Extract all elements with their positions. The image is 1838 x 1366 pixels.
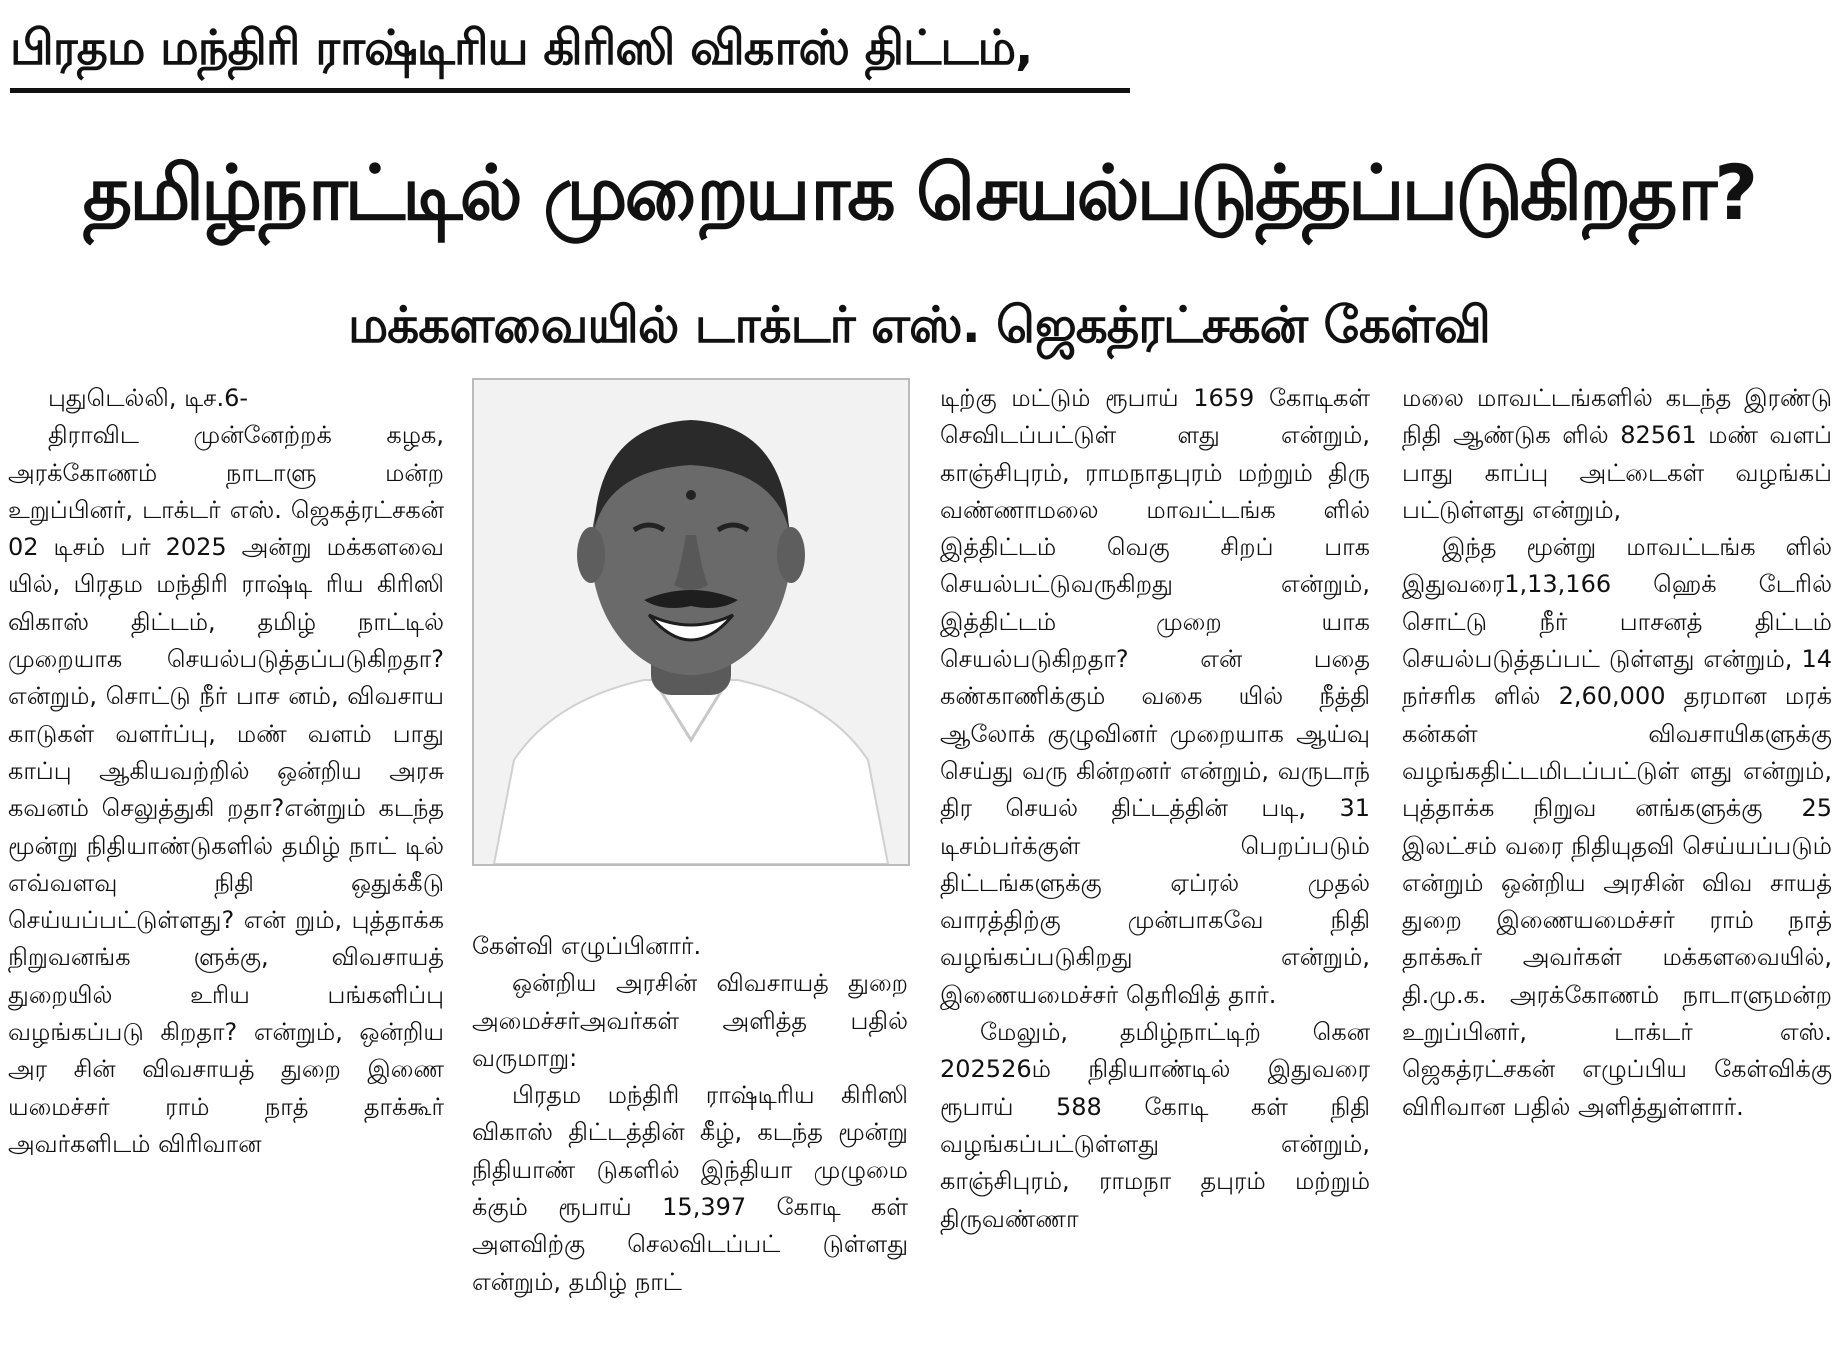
article-column-1 xyxy=(8,380,444,1360)
paragraph: டிற்கு மட்டும் ரூபாய் 1659 கோடிகள் செவிடப்பட்டுள் ளது என்றும், காஞ்சிபுரம், ராமநாதபுரம் மற்றும் திரு வண்ணாமலை மாவட்டங்க ளில் இத்திட்டம் வெகு சிறப் பாக செயல்பட்டுவருகிறது என்றும், இத்திட்டம் முறை யாக செயல்படுகிறதா? என் பதை கண்காணிக்கும் வகை யில் நீத்தி ஆலோக் குழுவினர் முறையாக ஆய்வு செய்து வரு கின்றனர் என்றும், வருடாந் திர செயல் திட்டத்தின் படி, 31 டிசம்பர்க்குள் பெறப்படும் திட்டங்களுக்கு ஏப்ரல் முதல் வாரத்திற்கு முன்பாகவே நிதி வழங்கப்படுகிறது என்றும், இணையமைச்சர் தெரிவித் தார். xyxy=(940,384,1370,1009)
paragraph: மலை மாவட்டங்களில் கடந்த இரண்டு நிதி ஆண்டுக ளில் 82561 மண் வளப் பாது காப்பு அட்டைகள் வழங்கப் பட்டுள்ளது என்றும், xyxy=(1402,384,1832,524)
portrait-photo xyxy=(472,378,910,866)
paragraph: திராவிட முன்னேற்றக் கழக, அரக்கோணம் நாடாளு மன்ற உறுப்பினர், டாக்டர் எஸ். ஜெகத்ரட்சகன் 02 டிசம் பர் 2025 அன்று மக்களவை யில், பிரதம மந்திரி ராஷ்டி ரிய கிரிஸி விகாஸ் திட்டம், தமிழ் நாட்டில் முறையாக செயல்படுத்தப்படுகிறதா? என்றும், சொட்டு நீர் பாச னம், விவசாய காடுகள் வளர்ப்பு, மண் வளம் பாது காப்பு ஆகியவற்றில் ஒன்றிய அரசு கவனம் செலுத்துகி றதா?என்றும் கடந்த மூன்று நிதியாண்டுகளில் தமிழ் நாட் டில் எவ்வளவு நிதி ஒதுக்கீடு செய்யப்பட்டுள்ளது? என் றும், புத்தாக்க நிறுவனங்க ளுக்கு, விவசாயத் துறையில் உரிய பங்களிப்பு வழங்கப்படு கிறதா? என்றும், ஒன்றிய அர சின் விவசாயத் துறை இணை யமைச்சர் ராம் நாத் தாக்கூர் அவர்களிடம் விரிவான xyxy=(8,421,444,1158)
sub-headline: மக்களவையில் டாக்டர் எஸ். ஜெகத்ரட்சகன் கேள்வி xyxy=(348,296,1490,354)
article-column-2 xyxy=(472,928,908,1360)
kicker-headline: பிரதம மந்திரி ராஷ்டிரிய கிரிஸி விகாஸ் திட்டம், xyxy=(10,8,1130,93)
paragraph: பிரதம மந்திரி ராஷ்டிரிய கிரிஸி விகாஸ் திட்டத்தின் கீழ், கடந்த மூன்று நிதியாண் டுகளில் இந்தியா முழுமை க்கும் ரூபாய் 15,397 கோடி கள் அளவிற்கு செலவிடப்பட் டுள்ளது என்றும், தமிழ் நாட் xyxy=(472,1081,908,1296)
article-column-4 xyxy=(1402,380,1832,1360)
paragraph: இந்த மூன்று மாவட்டங்க ளில் இதுவரை1,13,166 ஹெக் டேரில் சொட்டு நீர் பாசனத் திட்டம் செயல்படுத்தப்பட் டுள்ளது என்றும், 14 நர்சரிக ளில் 2,60,000 தரமான மரக் கன்கள் விவசாயிகளுக்கு வழங்கதிட்டமிடப்பட்டுள் ளது என்றும், புத்தாக்க நிறுவ னங்களுக்கு 25 இலட்சம் வரை நிதியுதவி செய்யப்படும் என்றும் ஒன்றிய அரசின் விவ சாயத் துறை இணையமைச்சர் ராம் நாத் தாக்கூர் அவர்கள் மக்களவையில், தி.மு.க. அரக்கோணம் நாடாளுமன்ற உறுப்பினர், டாக்டர் எஸ். ஜெகத்ரட்சகன் எழுப்பிய கேள்விக்கு விரிவான பதில் அளித்துள்ளார். xyxy=(1402,533,1832,1121)
paragraph: கேள்வி எழுப்பினார். xyxy=(472,932,702,960)
portrait-photo-icon xyxy=(474,380,908,864)
article-column-3 xyxy=(940,380,1370,1360)
paragraph: மேலும், தமிழ்நாட்டிற் கென 202526ம் நிதியாண்டில் இதுவரை ரூபாய் 588 கோடி கள் நிதி வழங்கப்பட்டுள்ளது என்றும், காஞ்சிபுரம், ராமநா தபுரம் மற்றும் திருவண்ணா xyxy=(940,1018,1370,1233)
paragraph: ஒன்றிய அரசின் விவசாயத் துறை அமைச்சர்அவர்கள் அளித்த பதில் வருமாறு: xyxy=(472,969,908,1072)
dateline: புதுடெல்லி, டிச.6- xyxy=(48,384,249,412)
main-headline: தமிழ்நாட்டில் முறையாக செயல்படுத்தப்படுகிறதா? xyxy=(82,148,1756,237)
